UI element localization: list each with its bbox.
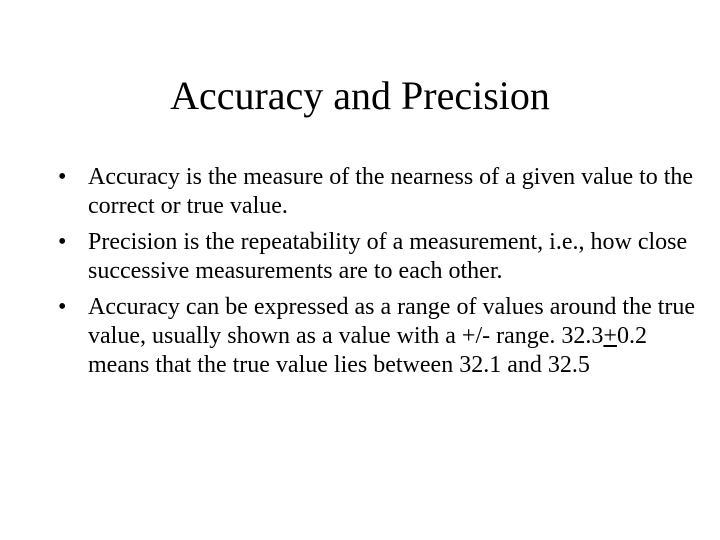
slide-title: Accuracy and Precision bbox=[170, 73, 550, 118]
bullet-text: Accuracy is the measure of the nearness of a given value to the correct or true value. bbox=[88, 164, 694, 219]
bullet-dot-icon: • bbox=[58, 294, 67, 320]
bullet-accuracy-definition bbox=[58, 163, 698, 221]
bullet-list bbox=[58, 163, 698, 387]
bullet-accuracy-range bbox=[58, 293, 698, 380]
bullet-text-after: 0.2 means that the true value lies between 32.1 and 32.5 bbox=[88, 323, 647, 378]
plus-minus-sign: + bbox=[603, 323, 617, 349]
bullet-dot-icon: • bbox=[58, 229, 67, 255]
bullet-precision-definition bbox=[58, 228, 698, 286]
bullet-text-before: Accuracy can be expressed as a range of values around the true value, usually shown as a value with a +/- range. 32.3 bbox=[88, 294, 696, 349]
bullet-dot-icon: • bbox=[58, 164, 67, 190]
bullet-text: Precision is the repeatability of a measurement, i.e., how close successive measurements are to each other. bbox=[88, 229, 688, 284]
